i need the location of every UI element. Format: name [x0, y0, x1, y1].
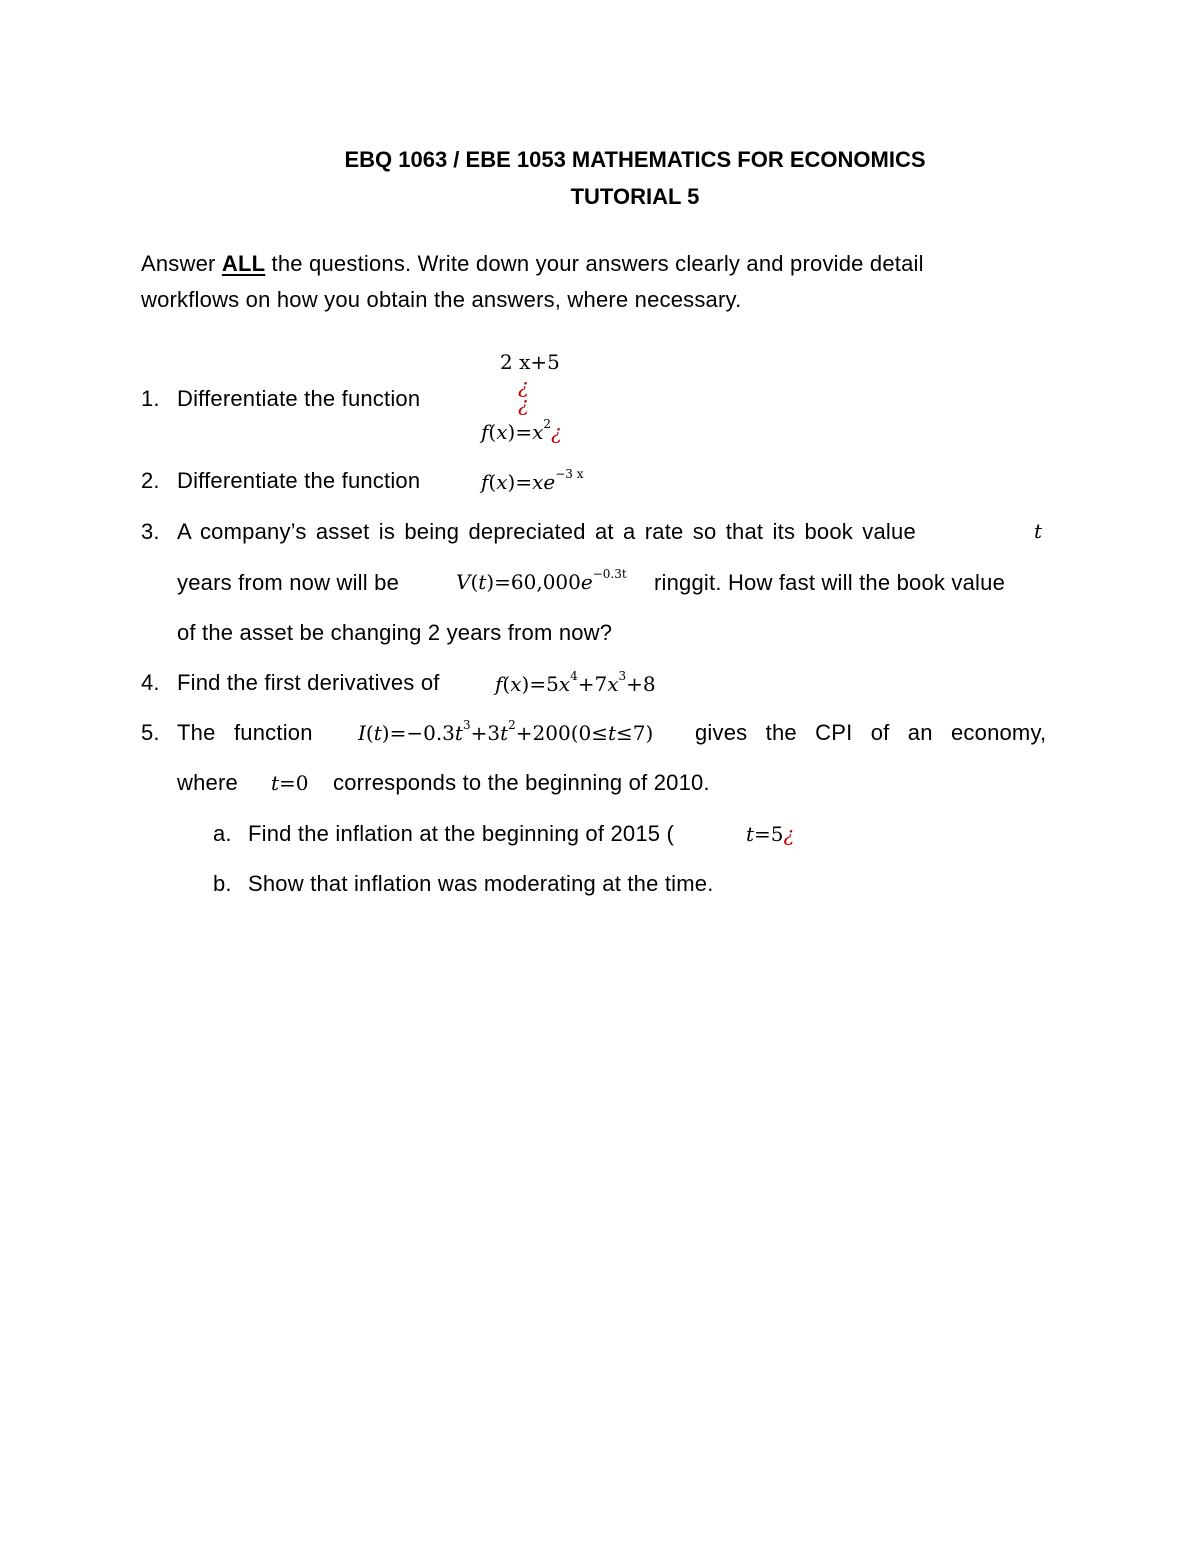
q4-tail: +8: [626, 672, 656, 696]
q5a-label: a.: [213, 821, 232, 846]
q2-number: 2.: [141, 468, 160, 493]
q5-t1: t: [454, 721, 463, 745]
instructions-line-2: workflows on how you obtain the answers, where necessary.: [141, 287, 742, 312]
q5-where: where: [177, 770, 238, 795]
q5-tz: t: [271, 771, 280, 795]
q4-x2: x: [607, 672, 619, 696]
q3-line-2a: years from now will be: [177, 570, 400, 595]
q1-f: f: [481, 420, 489, 444]
q5-t-zero: [271, 771, 309, 795]
q1-number: 1.: [141, 386, 160, 411]
instructions-post: the questions. Write down your answers clearly and provide detail: [265, 251, 924, 276]
q1-eq: =: [515, 420, 533, 444]
q5-I: I: [358, 721, 366, 745]
q5-t: t: [373, 721, 382, 745]
q3-power: −0.3t: [592, 567, 627, 581]
q3-eq: =60,000: [494, 570, 581, 594]
q3-t: t: [1034, 519, 1043, 543]
q5a-expr: [746, 822, 794, 846]
q5a-eq: =5: [754, 822, 784, 846]
q4-p1: 4: [570, 669, 578, 683]
q5b-label: b.: [213, 871, 232, 896]
q5a-t: t: [746, 822, 755, 846]
q2-text: Differentiate the function: [177, 468, 421, 493]
q5-function: $I(t)=-0.3t^3+3t^2+200(0\le t\le 7)$: [358, 718, 654, 745]
q4-number: 4.: [141, 670, 160, 695]
q1-power: 2: [543, 417, 551, 431]
q5a-text: Find the inflation at the beginning of 2015 (: [248, 821, 675, 846]
q4-function: $f(x)=5x^4+7x^3+8$: [495, 669, 656, 696]
q4-text: Find the first derivatives of: [177, 670, 440, 695]
q4-p2: 3: [618, 669, 627, 683]
tutorial-title: TUTORIAL 5: [570, 184, 700, 209]
q2-rhs: xe: [532, 470, 556, 494]
q2-power: −3 x: [555, 467, 584, 481]
q1-glyph-3: ¿: [551, 420, 562, 444]
q2-eq: =: [515, 470, 533, 494]
q5-t3: t: [607, 721, 617, 745]
q5-close: ≤7): [616, 721, 654, 745]
q3-line-2b: ringgit. How fast will the book value: [654, 570, 1006, 595]
q5-t2: t: [500, 721, 509, 745]
q3-V: V: [456, 570, 471, 594]
course-title: EBQ 1063 / EBE 1053 MATHEMATICS FOR ECONOMICS: [344, 147, 926, 172]
q1-exponent: 2 x+5: [500, 350, 560, 374]
q3-number: 3.: [141, 519, 160, 544]
q5-tail: +200(0≤: [515, 721, 608, 745]
instructions-emphasis: ALL: [221, 251, 266, 276]
q5-p1: 3: [462, 718, 471, 732]
q5-line-2: corresponds to the beginning of 2010.: [333, 770, 710, 795]
q3-function: $V(t)=60,000e^{-0.3t}$: [456, 567, 627, 594]
q3-line-3: of the asset be changing 2 years from now?: [177, 620, 613, 645]
q4-f: f: [495, 672, 503, 696]
q3-tv: t: [478, 570, 487, 594]
q5-p2: 2: [508, 718, 516, 732]
q5b-text: Show that inflation was moderating at the time.: [248, 871, 714, 896]
q5-word-2: function: [234, 720, 313, 745]
q4-mid: +7: [577, 672, 608, 696]
q1-glyph-1: ¿: [518, 374, 529, 398]
q1-base: x: [532, 420, 544, 444]
q2-f: f: [481, 470, 489, 494]
instructions-pre: Answer: [141, 251, 222, 276]
q2-x: x: [496, 470, 508, 494]
q5-rest: gives the CPI of an economy,: [695, 720, 1047, 745]
q4-x: x: [510, 672, 522, 696]
q1-text: Differentiate the function: [177, 386, 421, 411]
q5a-glyph: ¿: [783, 822, 795, 846]
q5-eq: =−0.3: [389, 721, 455, 745]
q5-word-1: The: [177, 720, 216, 745]
q5-mid: +3: [470, 721, 501, 745]
instructions-line-1: [141, 251, 924, 277]
q5-zero: =0: [279, 771, 309, 795]
q1-glyph-2: ¿: [518, 392, 529, 416]
q5-number: 5.: [141, 720, 160, 745]
q2-function: $f(x)=xe^{-3 x}$: [481, 467, 584, 494]
q3-e: e: [580, 570, 593, 594]
q1-function: $f(x)=x^2¿$: [481, 417, 562, 444]
q3-line-1: A company’s asset is being depreciated at a rate so that its book value: [177, 519, 916, 544]
q4-eq: =5: [529, 672, 559, 696]
q4-x1: x: [558, 672, 571, 696]
q1-x: x: [496, 420, 508, 444]
